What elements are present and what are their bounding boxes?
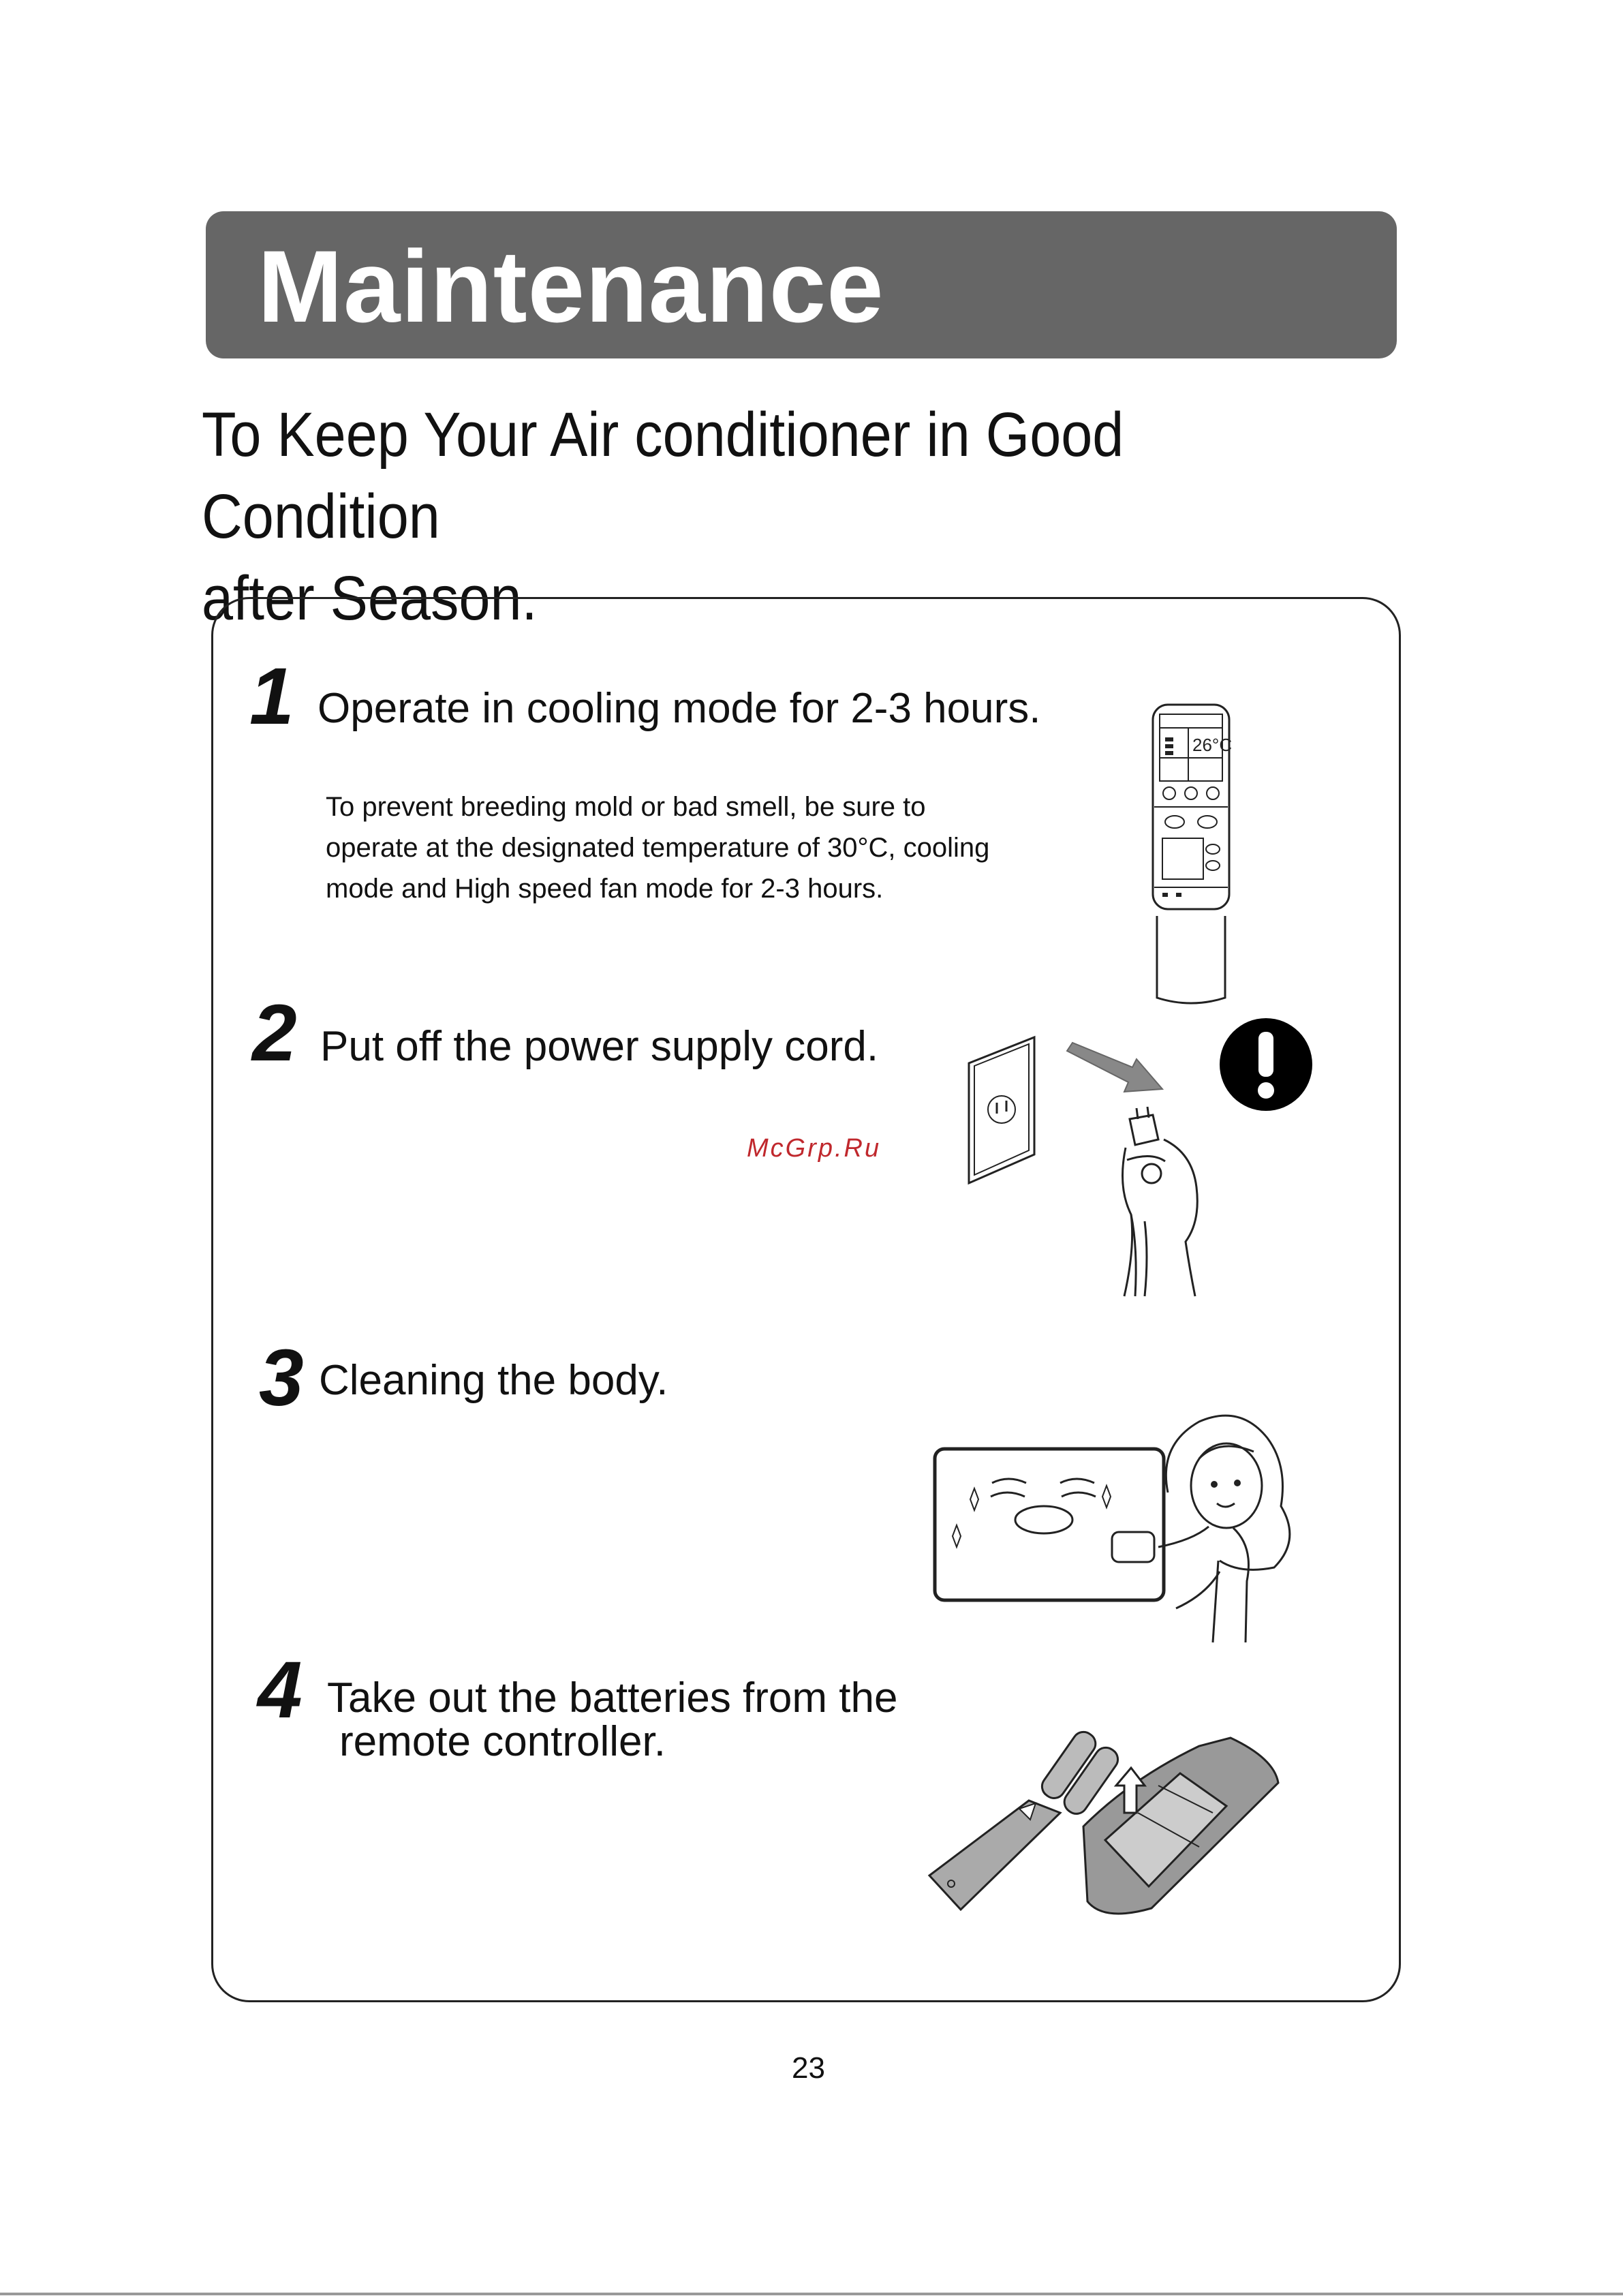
step-1-description [326,786,1051,909]
step-4-heading [327,1674,898,1765]
hand-unplugging-icon [1111,1112,1213,1303]
step-1-description-line: operate at the designated temperature of 30°C, cooling [326,833,990,863]
subtitle-line-2: after Season. [202,564,538,633]
exclamation-icon [1218,1017,1314,1112]
page-number: 23 [792,2051,825,2085]
unplug-arrow-icon [1063,1041,1165,1096]
step-1-heading: Operate in cooling mode for 2-3 hours. [318,685,1041,732]
cleaning-illustration [933,1404,1315,1649]
step-3-number: 3 [259,1333,304,1423]
step-1-description-line: mode and High speed fan mode for 2-3 hours. [326,874,884,904]
step-4-heading-line-1: Take out the batteries from the [327,1674,898,1721]
remote-control-icon [1150,705,1232,991]
step-1-number: 1 [249,652,294,741]
step-2-number: 2 [252,988,297,1078]
wall-outlet-icon [966,1035,1041,1184]
step-3-heading: Cleaning the body. [319,1357,668,1404]
step-2-heading: Put off the power supply cord. [320,1023,879,1070]
page-bottom-rule [0,2293,1623,2295]
watermark: McGrp.Ru [747,1134,882,1163]
step-1-description-line: To prevent breeding mold or bad smell, be sure to [326,792,926,822]
page-title: Maintenance [258,229,884,343]
subtitle-line-1: To Keep Your Air conditioner in Good Condition [202,400,1124,551]
step-4-number: 4 [258,1645,303,1735]
battery-removal-illustration [927,1717,1288,1922]
step-4-heading-line-2: remote controller. [339,1718,666,1765]
remote-temperature-display: 26°C [1192,735,1233,755]
